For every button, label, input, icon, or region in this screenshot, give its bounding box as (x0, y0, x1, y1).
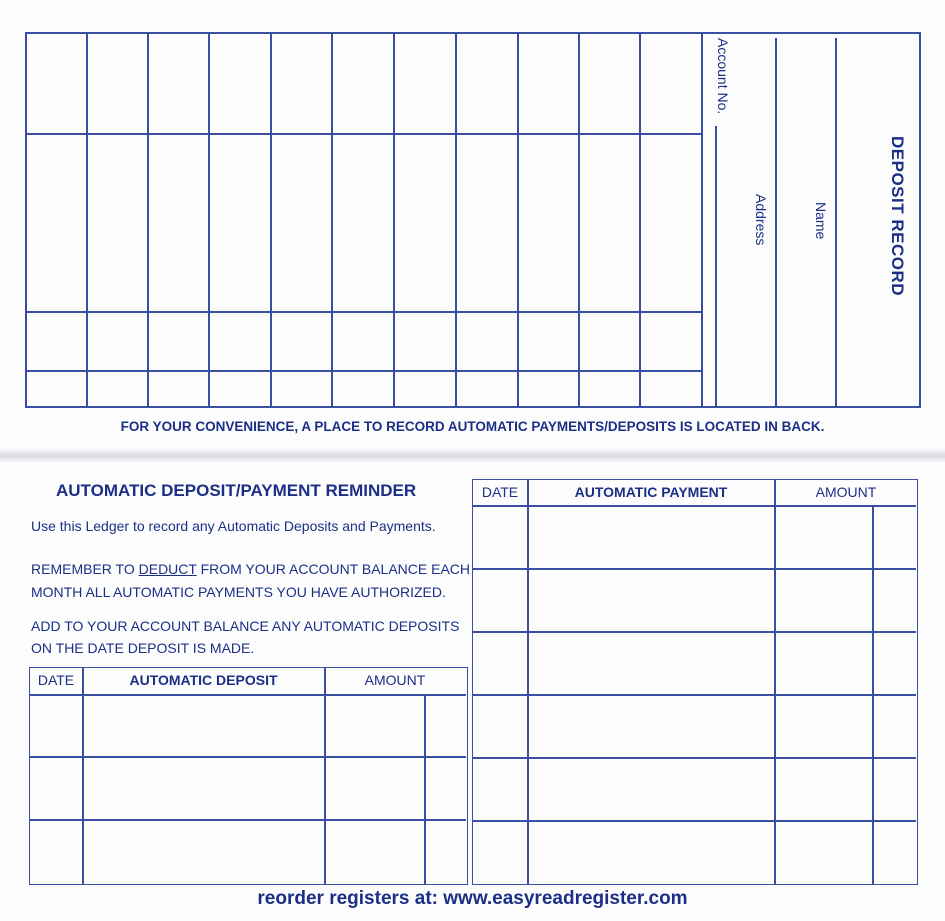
reminder-deduct-note: REMEMBER TO DEDUCT FROM YOUR ACCOUNT BALANCE EACH MONTH ALL AUTOMATIC PAYMENTS YOU HAVE AUTHORIZED. (31, 561, 471, 600)
payment-item-header: AUTOMATIC PAYMENT (574, 484, 728, 500)
bottom-page (0, 462, 945, 921)
deposit-record-title: DEPOSIT RECORD (888, 136, 907, 297)
deposit-date-header: DATE (37, 672, 75, 688)
name-label: Name (813, 202, 829, 240)
deduct-emphasis: DEDUCT (138, 561, 197, 577)
payment-amount-header: AMOUNT (815, 484, 877, 500)
automatic-deposit-table (29, 667, 468, 885)
convenience-notice: FOR YOUR CONVENIENCE, A PLACE TO RECORD AUTOMATIC PAYMENTS/DEPOSITS IS LOCATED IN BACK. (120, 419, 825, 434)
payment-date-header: DATE (481, 484, 519, 500)
deposit-item-header: AUTOMATIC DEPOSIT (129, 672, 278, 688)
deposit-amount-header: AMOUNT (364, 672, 426, 688)
reminder-add-note: ADD TO YOUR ACCOUNT BALANCE ANY AUTOMATIC DEPOSITS ON THE DATE DEPOSIT IS MADE. (31, 618, 460, 656)
account-number-label: Account No. (715, 38, 731, 115)
reminder-instruction: Use this Ledger to record any Automatic Deposits and Payments. (31, 518, 436, 534)
automatic-payment-table (472, 479, 918, 885)
reorder-footer: reorder registers at: www.easyreadregister.com (257, 888, 688, 909)
deposit-record-grid (25, 32, 921, 408)
address-label: Address (753, 194, 769, 246)
top-page (0, 0, 945, 455)
reminder-title: AUTOMATIC DEPOSIT/PAYMENT REMINDER (56, 481, 417, 500)
